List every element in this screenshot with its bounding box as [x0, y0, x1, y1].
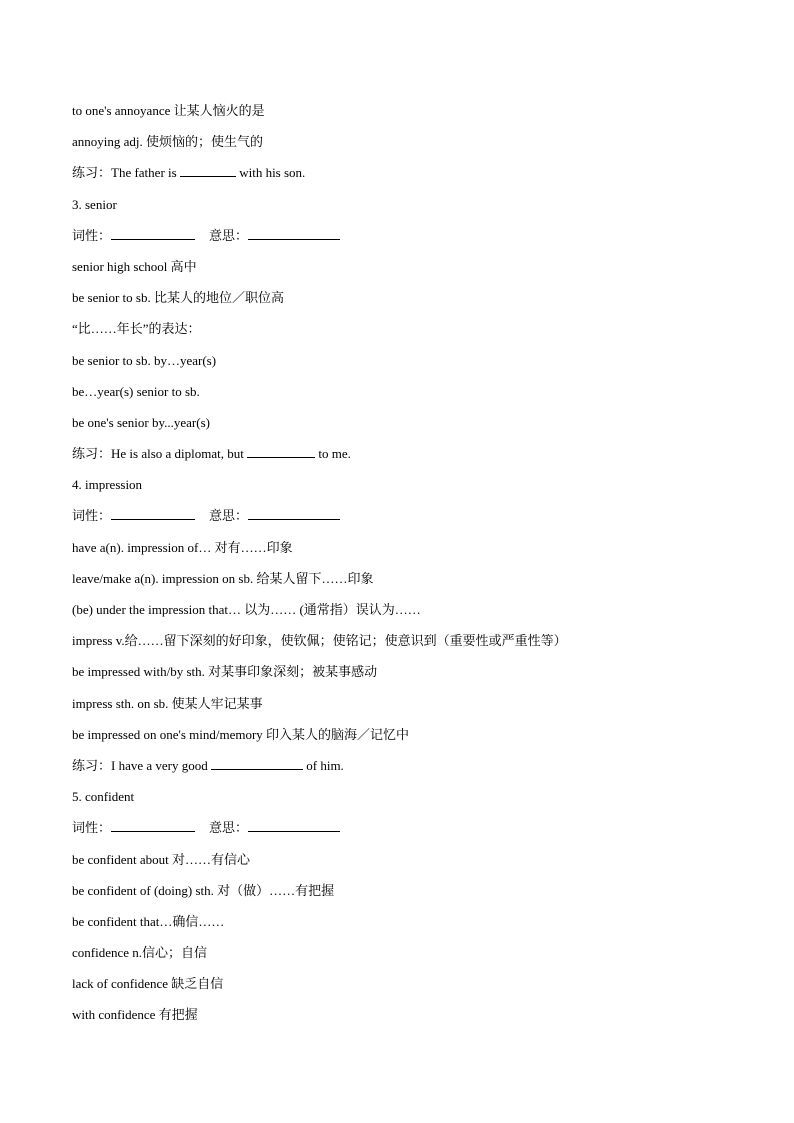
exercise-line	[72, 444, 752, 475]
text-line: (be) under the impression that… 以为…… (通常指）误认为……	[72, 602, 421, 617]
exercise-prompt: 练习：I have a very good	[72, 757, 211, 773]
text-line: to one's annoyance 让某人恼火的是	[72, 103, 265, 118]
part-of-speech-label: 词性：	[72, 227, 112, 243]
text-line: “比……年长”的表达：	[72, 321, 201, 337]
document-body	[72, 101, 752, 1037]
text-line: impress sth. on sb. 使某人牢记某事	[72, 695, 263, 711]
meaning-blank[interactable]	[248, 818, 340, 832]
meaning-blank[interactable]	[248, 226, 340, 240]
text-line: senior high school 高中	[72, 258, 197, 274]
text-line: leave/make a(n). impression on sb. 给某人留下……印象	[72, 570, 374, 586]
word-fields-line	[72, 226, 752, 257]
meaning-blank[interactable]	[248, 506, 340, 520]
text-line: impress v.给……留下深刻的好印象，使钦佩；使铭记；使意识到（重要性或严重性等）	[72, 633, 567, 649]
word-fields-line	[72, 818, 752, 849]
exercise-line	[72, 163, 752, 194]
text-line: be confident that…确信……	[72, 913, 225, 929]
part-of-speech-blank[interactable]	[111, 818, 195, 832]
text-line: confidence n.信心；自信	[72, 945, 208, 961]
text-line: 5. confident	[72, 789, 135, 805]
exercise-prompt: 练习：He is also a diplomat, but	[72, 446, 248, 462]
text-line: 4. impression	[72, 477, 143, 493]
text-line: be one's senior by...year(s)	[72, 414, 210, 430]
exercise-line	[72, 756, 752, 787]
answer-blank[interactable]	[247, 444, 315, 458]
text-line: have a(n). impression of… 对有……印象	[72, 539, 293, 555]
text-line: be senior to sb. by…year(s)	[72, 352, 217, 368]
exercise-prompt: 练习：The father is	[72, 165, 180, 181]
meaning-label: 意思：	[209, 227, 249, 243]
text-line: be confident about 对……有信心	[72, 851, 250, 867]
exercise-suffix: with his son.	[235, 165, 306, 181]
text-line: with confidence 有把握	[72, 1007, 198, 1023]
text-line: be senior to sb. 比某人的地位／职位高	[72, 290, 284, 306]
answer-blank[interactable]	[180, 163, 236, 177]
text-line: be…year(s) senior to sb.	[72, 383, 200, 399]
part-of-speech-label: 词性：	[72, 820, 112, 836]
text-line: be impressed with/by sth. 对某事印象深刻；被某事感动	[72, 664, 378, 680]
word-fields-line	[72, 506, 752, 537]
text-line: 3. senior	[72, 196, 117, 212]
meaning-label: 意思：	[209, 508, 249, 524]
exercise-suffix: to me.	[315, 446, 351, 462]
text-line: annoying adj. 使烦恼的；使生气的	[72, 134, 264, 150]
text-line: lack of confidence 缺乏自信	[72, 976, 224, 992]
part-of-speech-label: 词性：	[72, 508, 112, 524]
exercise-suffix: of him.	[303, 757, 344, 773]
text-line: be confident of (doing) sth. 对（做）……有把握	[72, 882, 335, 898]
answer-blank[interactable]	[211, 756, 303, 770]
part-of-speech-blank[interactable]	[111, 226, 195, 240]
part-of-speech-blank[interactable]	[111, 506, 195, 520]
text-line: be impressed on one's mind/memory 印入某人的脑海／记忆中	[72, 726, 410, 742]
meaning-label: 意思：	[209, 820, 249, 836]
